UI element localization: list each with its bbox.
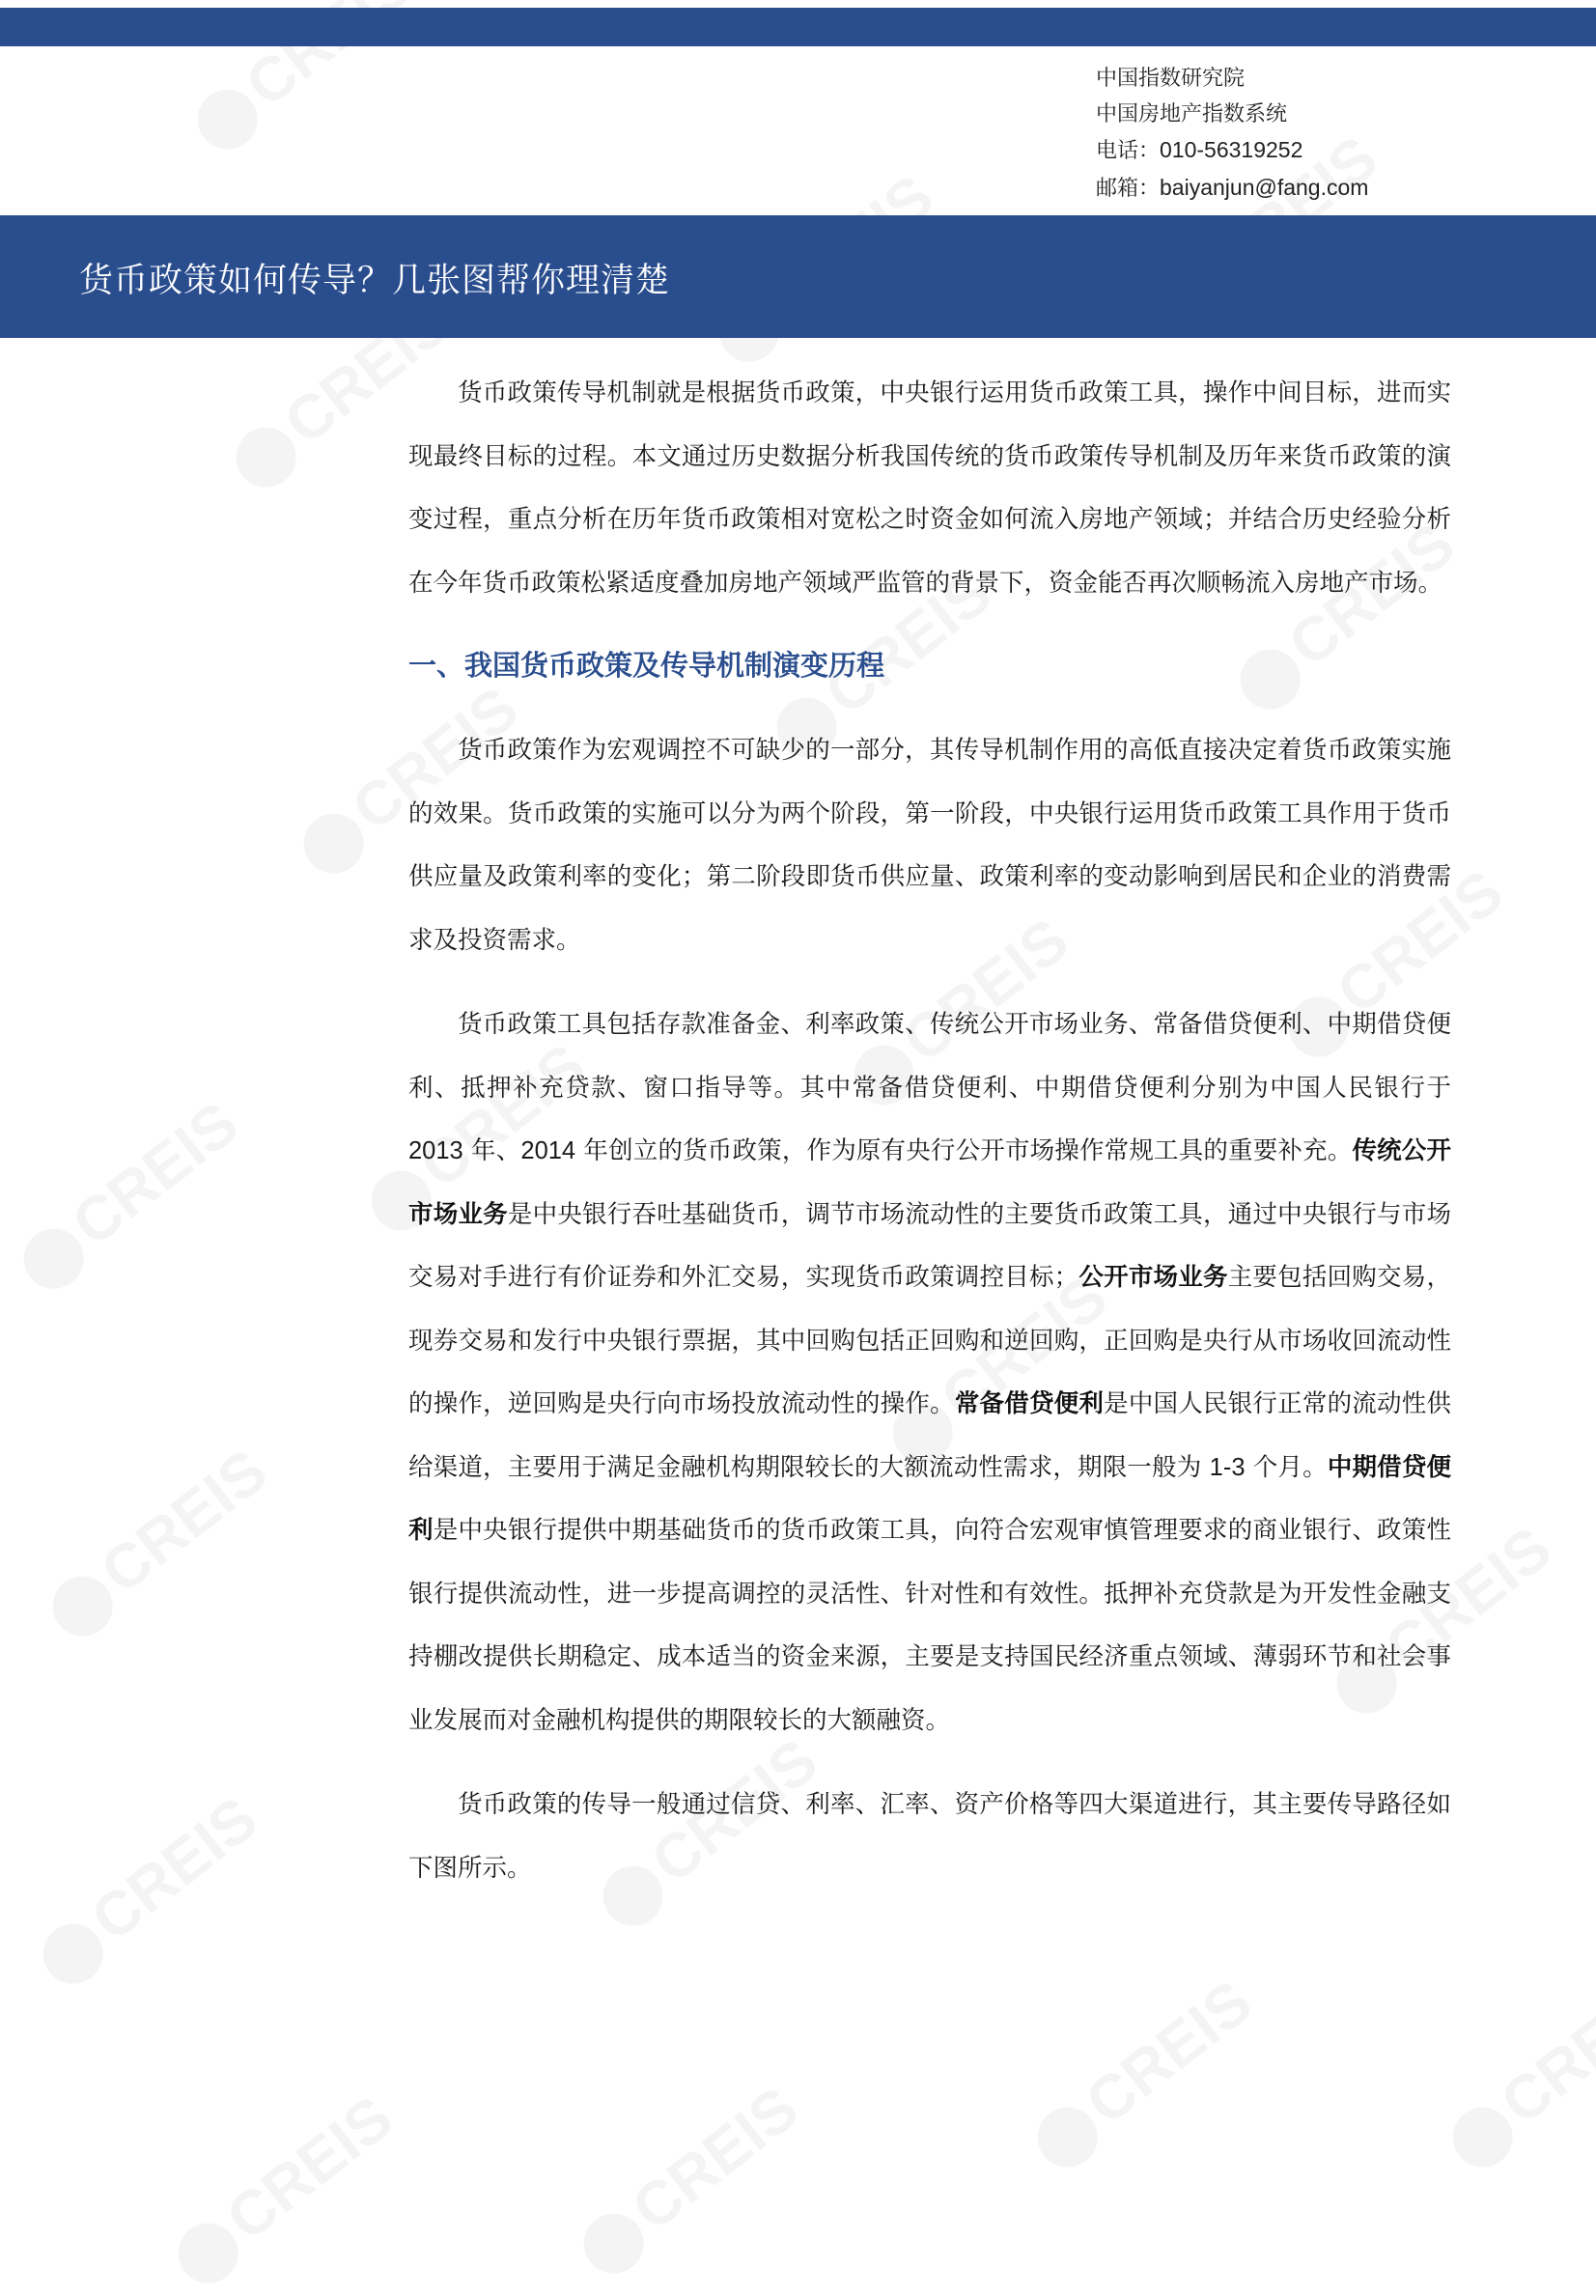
watermark bbox=[5, 1087, 251, 1302]
watermark bbox=[1019, 1966, 1265, 2180]
bold-term: 中期借贷便利 bbox=[408, 1452, 1451, 1545]
watermark bbox=[24, 1782, 270, 1997]
watermark bbox=[1434, 1966, 1596, 2180]
email-address: baiyanjun@fang.com bbox=[1160, 174, 1369, 200]
system-name: 中国房地产指数系统 bbox=[1096, 101, 1288, 126]
section-heading: 一、我国货币政策及传导机制演变历程 bbox=[408, 649, 885, 682]
phone-number: 010-56319252 bbox=[1160, 137, 1303, 162]
email-label: 邮箱： bbox=[1096, 176, 1161, 201]
watermark bbox=[159, 2082, 406, 2296]
org-name: 中国指数研究院 bbox=[1096, 67, 1246, 91]
bold-term: 传统公开市场业务 bbox=[408, 1136, 1451, 1229]
phone-label: 电话： bbox=[1096, 139, 1161, 163]
bold-term: 常备借贷便利 bbox=[954, 1389, 1105, 1418]
document-title: 货币政策如何传导？几张图帮你理清楚 bbox=[79, 262, 671, 300]
watermark bbox=[565, 2072, 811, 2286]
phone-line bbox=[1096, 132, 1559, 170]
watermark bbox=[34, 1435, 280, 1649]
header-top-bar bbox=[0, 8, 1596, 46]
paragraph: 货币政策作为宏观调控不可缺少的一部分，其传导机制作用的高低直接决定着货币政策实施的效果。货币政策的实施可以分为两个阶段，第一阶段，中央银行运用货币政策工具作用于货币供应量及政策利率的变化；第二阶段即货币供应量、政策利率的变动影响到居民和企业的消费需求及投资需求。 bbox=[408, 736, 1451, 955]
bold-term: 公开市场业务 bbox=[1078, 1263, 1228, 1292]
email-line bbox=[1096, 170, 1559, 208]
title-band bbox=[0, 215, 1596, 338]
contact-block bbox=[1096, 62, 1559, 207]
paragraph: 货币政策的传导一般通过信贷、利率、汇率、资产价格等四大渠道进行，其主要传导路径如下图所示。 bbox=[408, 1790, 1451, 1883]
paragraph: 货币政策工具包括存款准备金、利率政策、传统公开市场业务、常备借贷便利、中期借贷便利、抵押补充贷款、窗口指导等。其中常备借贷便利、中期借贷便利分别为中国人民银行于 2013 年、2014 年创立的货币政策，作为原有央行公开市场操作常规工具的重要补充。传统公开市场业务是中央银行吞吐基础货币，调节市场流动性的主要货币政策工具，通过中央银行与市场交易对手进行有价证券和外汇交易，实现货币政策调控目标；公开市场业务主要包括回购交易，现券交易和发行中央银行票据，其中回购包括正回购和逆回购，正回购是央行从市场收回流动性的操作，逆回购是央行向市场投放流动性的操作。常备借贷便利是中国人民银行正常的流动性供给渠道，主要用于满足金融机构期限较长的大额流动性需求，期限一般为 1-3 个月。中期借贷便利是中央银行提供中期基础货币的货币政策工具，向符合宏观审慎管理要求的商业银行、政策性银行提供流动性，进一步提高调控的灵活性、针对性和有效性。抵押补充贷款是为开发性金融支持棚改提供长期稳定、成本适当的资金来源，主要是支持国民经济重点领域、薄弱环节和社会事业发展而对金融机构提供的期限较长的大额融资。 bbox=[408, 1010, 1451, 1735]
document-body bbox=[408, 362, 1451, 1921]
intro-paragraph: 货币政策传导机制就是根据货币政策，中央银行运用货币政策工具，操作中间目标，进而实现最终目标的过程。本文通过历史数据分析我国传统的货币政策传导机制及历年来货币政策的演变过程，重点分析在历年货币政策相对宽松之时资金如何流入房地产领域；并结合历史经验分析在今年货币政策松紧适度叠加房地产领域严监管的背景下，资金能否再次顺畅流入房地产市场。 bbox=[408, 378, 1451, 598]
